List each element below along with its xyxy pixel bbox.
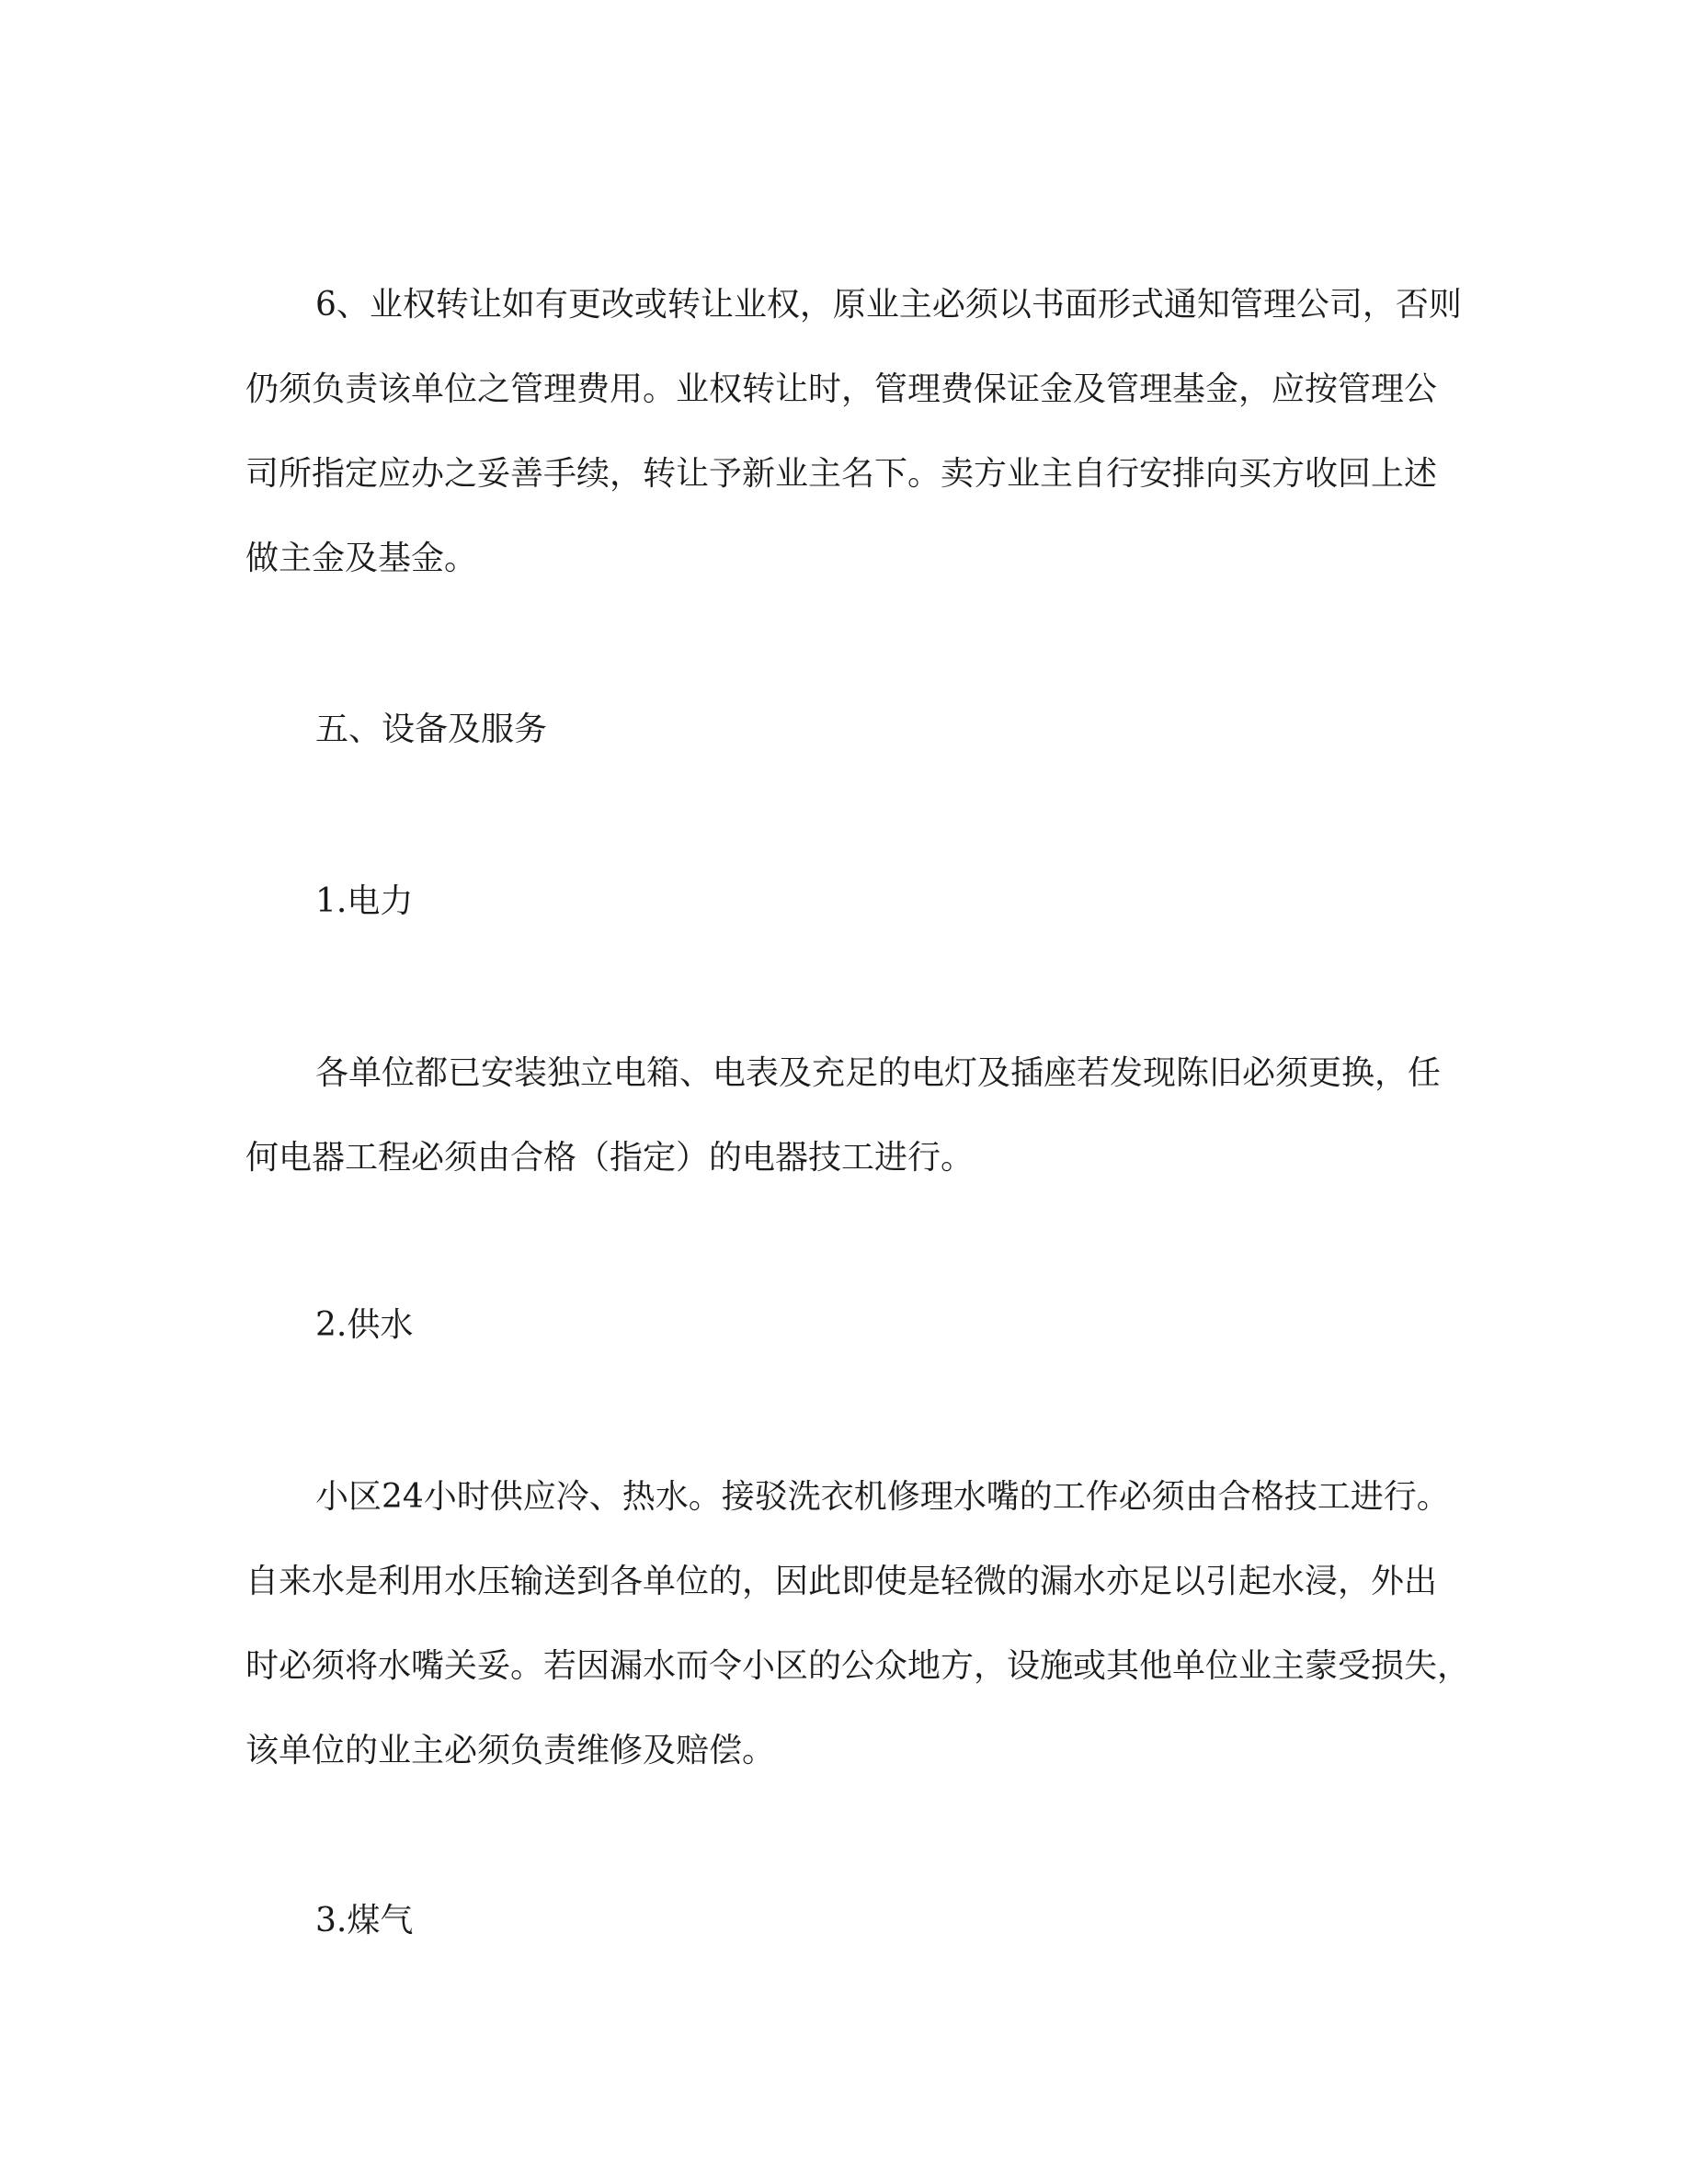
text-line: 时必须将水嘴关妥。若因漏水而令小区的公众地方，设施或其他单位业主蒙受损失， bbox=[245, 1647, 1471, 1685]
text-line: 6、业权转让如有更改或转让业权，原业主必须以书面形式通知管理公司，否则 bbox=[315, 286, 1462, 324]
text-line: 各单位都已安装独立电箱、电表及充足的电灯及插座若发现陈旧必须更换，任 bbox=[315, 1054, 1442, 1092]
item-1-heading: 1.电力 bbox=[315, 882, 414, 920]
text-line: 何电器工程必须由合格（指定）的电器技工进行。 bbox=[245, 1139, 975, 1177]
paragraph-water bbox=[245, 1455, 1471, 1793]
paragraph-electricity bbox=[245, 1031, 1442, 1200]
section-five-heading: 五、设备及服务 bbox=[315, 711, 548, 748]
item-2-heading: 2.供水 bbox=[315, 1306, 414, 1344]
text-line: 该单位的业主必须负责维修及赔偿。 bbox=[245, 1732, 776, 1769]
text-line: 做主金及基金。 bbox=[245, 540, 478, 577]
text-line: 仍须负责该单位之管理费用。业权转让时，管理费保证金及管理基金，应按管理公 bbox=[245, 370, 1438, 408]
item-3-heading: 3.煤气 bbox=[315, 1902, 414, 1939]
text-line: 司所指定应办之妥善手续，转让予新业主名下。卖方业主自行安排向买方收回上述 bbox=[245, 455, 1438, 493]
paragraph-ownership-transfer bbox=[245, 263, 1462, 601]
text-line: 小区24小时供应冷、热水。接驳洗衣机修理水嘴的工作必须由合格技工进行。 bbox=[315, 1478, 1450, 1516]
text-line: 自来水是利用水压输送到各单位的，因此即使是轻微的漏水亦足以引起水浸，外出 bbox=[245, 1563, 1438, 1600]
